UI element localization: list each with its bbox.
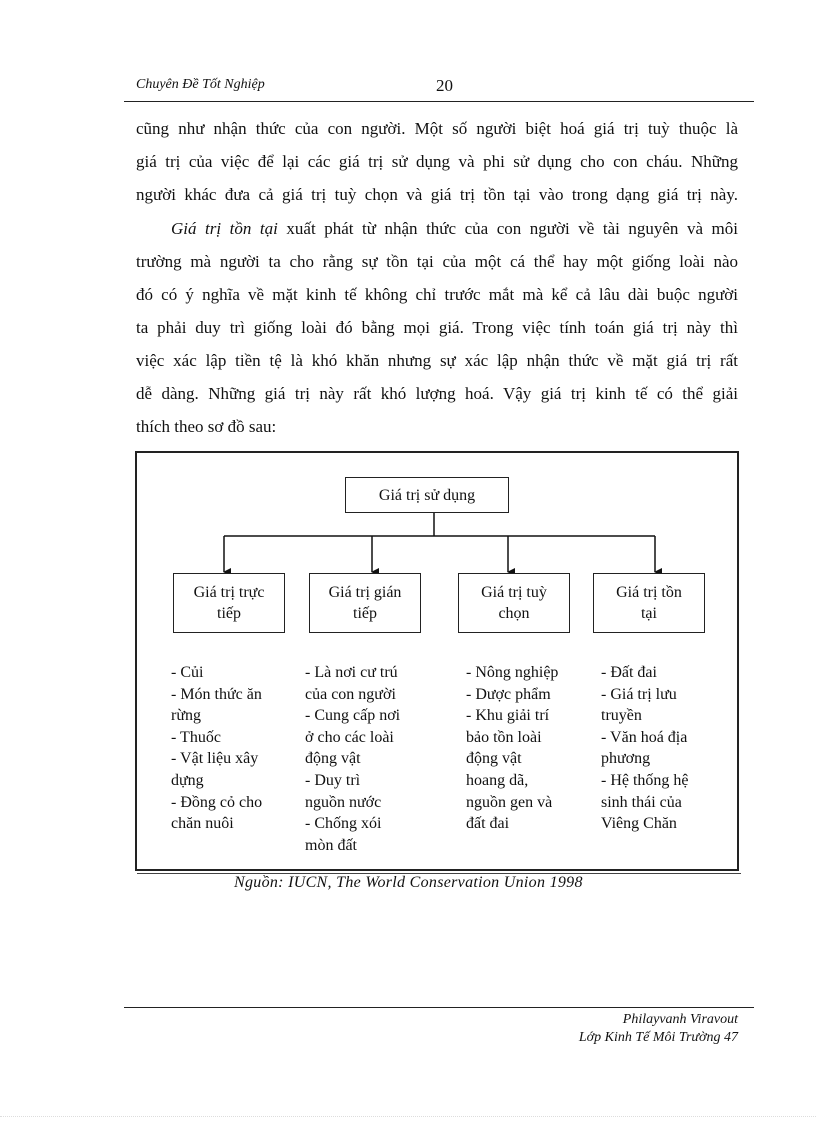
paragraph-line: thích theo sơ đồ sau: — [136, 417, 277, 436]
list-item: - Khu giải trí — [466, 707, 550, 725]
list-item: dựng — [171, 771, 204, 789]
list-item: - Nông nghiệp — [466, 664, 559, 681]
list-item: - Dược phẩm — [466, 685, 551, 703]
paragraph-line: trường mà người ta cho rằng sự tồn tại của một cá thể hay một giống loài nào — [136, 252, 738, 271]
list-item: bảo tồn loài — [466, 728, 542, 746]
list-item: nguồn nước — [305, 793, 382, 811]
branch-box-direct — [173, 573, 285, 633]
list-item: - Hệ thống hệ — [601, 771, 689, 789]
page-bottom-edge — [0, 1116, 816, 1117]
branch-title-line: tiếp — [353, 605, 377, 622]
branch-title-line: tiếp — [217, 605, 241, 622]
paragraph-line: người khác đưa cả giá trị tuỳ chọn và giá trị tồn tại vào trong dạng giá trị này. — [136, 185, 738, 204]
list-item: động vật — [305, 750, 361, 768]
list-item: - Thuốc — [171, 728, 221, 746]
paragraph-line — [136, 212, 738, 245]
running-header-title: Chuyên Đề Tốt Nghiệp — [136, 77, 265, 92]
paragraph-line: giá trị của việc để lại các giá trị sử dụng và phi sử dụng cho con cháu. Những — [136, 152, 738, 171]
value-diagram — [135, 451, 739, 871]
items-option — [466, 662, 558, 835]
list-item: phương — [601, 750, 651, 768]
list-item: - Duy trì — [305, 771, 361, 789]
list-item: - Đất đai — [601, 664, 657, 681]
branch-title-line: tại — [640, 605, 657, 622]
list-item: - Củi — [171, 664, 204, 681]
list-item: - Chống xói — [305, 815, 382, 833]
root-label: Giá trị sử dụng — [378, 486, 476, 504]
branch-title-line: Giá trị tuỳ — [481, 584, 547, 601]
list-item: - Văn hoá địa — [601, 728, 688, 746]
footer-class: Lớp Kinh Tế Môi Trường 47 — [578, 1030, 738, 1045]
paragraph-line: cũng như nhận thức của con người. Một số người biệt hoá giá trị tuỳ thuộc là — [136, 119, 738, 138]
paragraph-2 — [136, 212, 738, 443]
list-item: Viêng Chăn — [601, 815, 677, 833]
list-item: - Vật liệu xây — [171, 750, 259, 768]
paragraph-line: đó có ý nghĩa về mặt kinh tế không chỉ trước mắt mà kể cả lâu dài buộc người — [136, 285, 738, 304]
paragraph-line: dễ dàng. Những giá trị này rất khó lượng hoá. Vậy giá trị kinh tế có thể giải — [136, 384, 738, 403]
list-item: động vật — [466, 750, 522, 768]
branch-title-line: Giá trị tồn — [616, 584, 682, 601]
branch-box-option — [458, 573, 570, 633]
branch-box-indirect — [309, 573, 421, 633]
list-item: - Giá trị lưu — [601, 685, 677, 703]
list-item: - Là nơi cư trú — [305, 664, 398, 681]
source-caption: Nguồn: IUCN, The World Conservation Union 1998 — [234, 874, 583, 891]
list-item: sinh thái của — [601, 793, 682, 811]
list-item: đất đai — [466, 815, 510, 833]
list-item: nguồn gen và — [466, 793, 553, 811]
list-item: hoang dã, — [466, 771, 529, 789]
list-item: rừng — [171, 707, 201, 725]
italic-term: Giá trị tồn tại — [171, 219, 278, 238]
paragraph-lead-text: xuất phát từ nhận thức của con người về tài nguyên và môi — [277, 219, 739, 238]
branch-title-line: Giá trị trực — [193, 584, 265, 601]
list-item: mòn đất — [305, 836, 357, 854]
page-number: 20 — [436, 76, 453, 95]
paragraph-line: việc xác lập tiền tệ là khó khăn nhưng sự xác lập nhận thức về mặt giá trị rất — [136, 351, 738, 370]
list-item: - Đồng cỏ cho — [171, 793, 263, 811]
paragraph-line: ta phải duy trì giống loài đó bằng mọi giá. Trong việc tính toán giá trị này thì — [136, 318, 738, 337]
footer-author: Philayvanh Viravout — [622, 1012, 738, 1027]
branch-title-line: chọn — [498, 605, 530, 622]
branch-box-existence — [593, 573, 705, 633]
header-divider — [124, 101, 754, 102]
root-box — [345, 477, 509, 513]
items-indirect — [305, 662, 400, 856]
list-item: chăn nuôi — [171, 815, 234, 833]
list-item: - Món thức ăn — [171, 685, 262, 703]
items-existence — [601, 662, 689, 835]
branch-title-line: Giá trị gián — [328, 584, 402, 601]
list-item: ở cho các loài — [305, 728, 394, 746]
list-item: truyền — [601, 707, 642, 725]
items-direct — [171, 662, 262, 835]
list-item: - Cung cấp nơi — [305, 707, 401, 725]
footer-divider — [124, 1007, 754, 1008]
list-item: của con người — [305, 685, 396, 703]
paragraph-1 — [136, 112, 738, 211]
